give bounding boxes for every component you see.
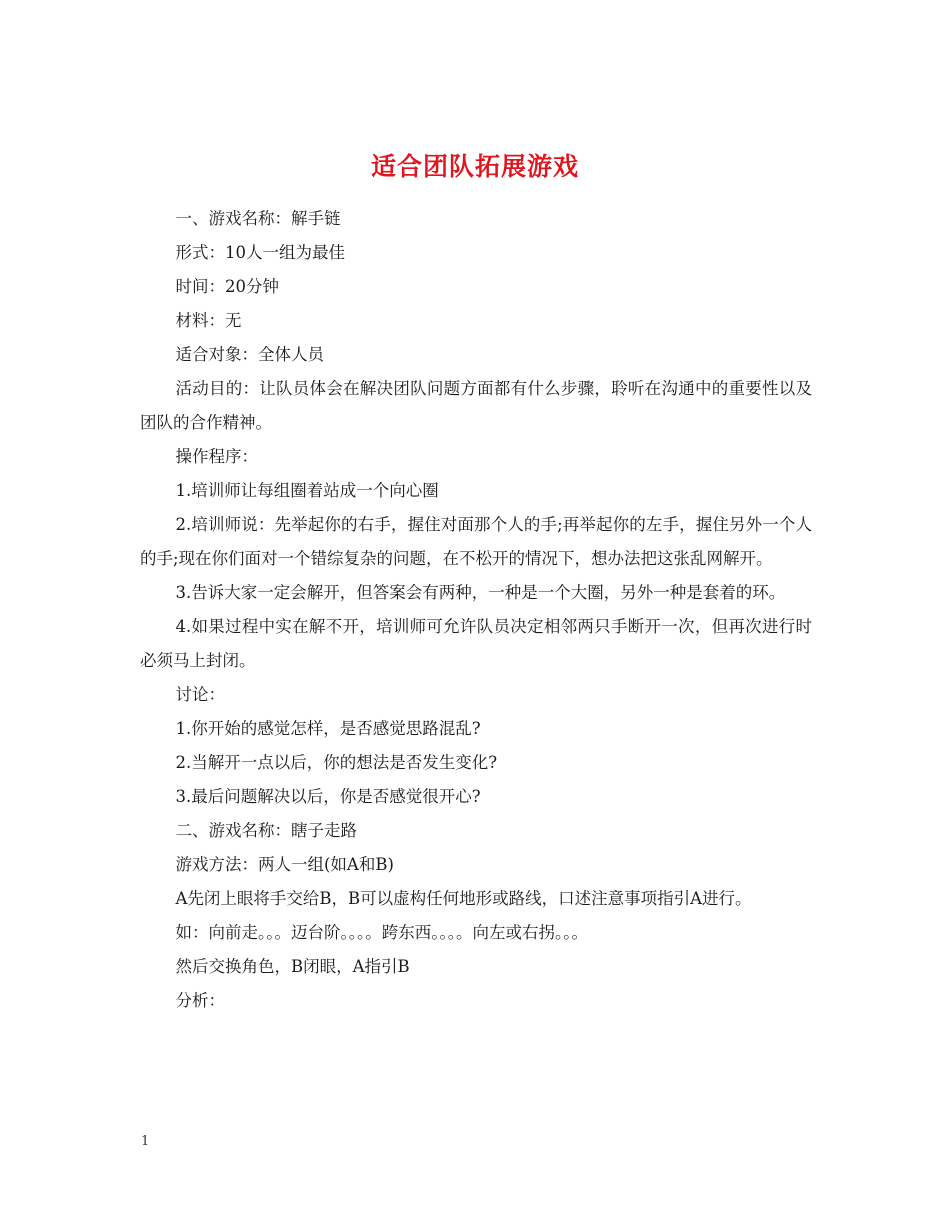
paragraph-procedure-heading: 操作程序： — [175, 447, 258, 466]
paragraph-question-2: 2.当解开一点以后，你的想法是否发生变化? — [175, 753, 498, 772]
paragraph-audience: 适合对象：全体人员 — [175, 345, 324, 364]
paragraph-step-3: 3.告诉大家一定会解开，但答案会有两种，一种是一个大圈，另外一种是套着的环。 — [175, 583, 786, 602]
paragraph-game1-name: 一、游戏名称：解手链 — [175, 209, 341, 228]
paragraph-game2-name: 二、游戏名称：瞎子走路 — [175, 821, 357, 840]
paragraph-step-2: 2.培训师说：先举起你的右手，握住对面那个人的手;再举起你的左手，握住另外一个人的手;现在你们面对一个错综复杂的问题，在不松开的情况下，想办法把这张乱网解开。 — [140, 515, 812, 568]
paragraph-game2-swap: 然后交换角色，B闭眼，A指引B — [175, 957, 410, 976]
paragraph-game2-example: 如：向前走。。。迈台阶。。。。跨东西。。。。向左或右拐。。。 — [175, 923, 588, 942]
paragraph-question-1: 1.你开始的感觉怎样，是否感觉思路混乱? — [175, 719, 481, 738]
paragraph-step-1: 1.培训师让每组圈着站成一个向心圈 — [175, 481, 439, 500]
page-title: 适合团队拓展游戏 — [370, 151, 579, 181]
paragraph-discussion-heading: 讨论： — [175, 685, 225, 704]
paragraph-step-4: 4.如果过程中实在解不开，培训师可允许队员决定相邻两只手断开一次，但再次进行时必须马上封闭。 — [140, 617, 812, 670]
paragraph-materials: 材料：无 — [175, 311, 242, 330]
paragraph-game2-instruction: A先闭上眼将手交给B，B可以虚构任何地形或路线，口述注意事项指引A进行。 — [175, 889, 752, 908]
document-body — [140, 202, 812, 1018]
paragraph-analysis-heading: 分析： — [175, 991, 225, 1010]
page-number: 1 — [141, 1134, 150, 1149]
paragraph-question-3: 3.最后问题解决以后，你是否感觉很开心? — [175, 787, 481, 806]
paragraph-game2-method: 游戏方法：两人一组(如A和B) — [175, 855, 394, 874]
paragraph-purpose: 活动目的：让队员体会在解决团队问题方面都有什么步骤，聆听在沟通中的重要性以及团队的合作精神。 — [140, 379, 812, 432]
paragraph-format: 形式：10人一组为最佳 — [175, 243, 345, 262]
paragraph-time: 时间：20分钟 — [175, 277, 279, 296]
